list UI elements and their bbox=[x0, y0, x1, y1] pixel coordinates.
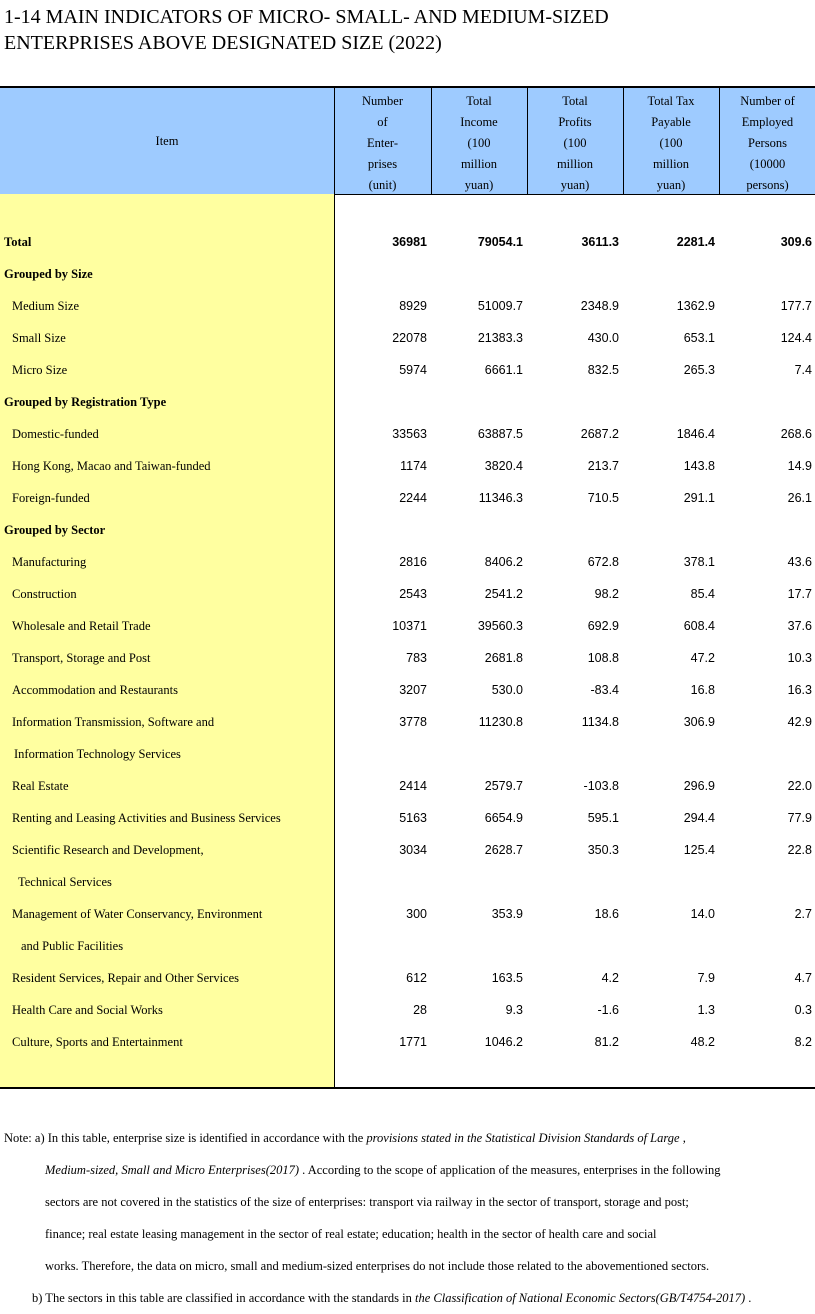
value-total-profits: 595.1 bbox=[587, 811, 619, 825]
value-employed-persons: 8.2 bbox=[794, 1035, 812, 1049]
value-employed-persons: 77.9 bbox=[787, 811, 812, 825]
value-enterprises: 1771 bbox=[399, 1035, 427, 1049]
value-employed-persons: 42.9 bbox=[787, 715, 812, 729]
value-employed-persons: 0.3 bbox=[794, 1003, 812, 1017]
row-label: Accommodation and Restaurants bbox=[12, 683, 178, 697]
header-line: million bbox=[652, 157, 690, 171]
value-total-profits: 108.8 bbox=[587, 651, 619, 665]
table-row bbox=[0, 738, 815, 770]
table-row bbox=[0, 418, 815, 450]
value-employed-persons: 26.1 bbox=[787, 491, 812, 505]
note-a-line-1 bbox=[4, 1130, 686, 1146]
table-row bbox=[0, 290, 815, 322]
note-a-line-4: finance; real estate leasing management in the sector of real estate; education; health in the sector of health care and social bbox=[45, 1227, 657, 1241]
row-label: Construction bbox=[12, 587, 77, 601]
value-total-income: 3820.4 bbox=[484, 459, 523, 473]
row-label: Management of Water Conservancy, Environment bbox=[12, 907, 263, 921]
value-employed-persons: 14.9 bbox=[787, 459, 812, 473]
table-row bbox=[0, 866, 815, 898]
column-separator bbox=[527, 88, 528, 194]
value-total-income: 8406.2 bbox=[484, 555, 523, 569]
note-a-line-2-rest: . According to the scope of application of the measures, enterprises in the following bbox=[299, 1163, 721, 1177]
table-row bbox=[0, 258, 815, 290]
table-row bbox=[0, 994, 815, 1026]
value-employed-persons: 309.6 bbox=[780, 235, 812, 249]
header-line: (100 bbox=[659, 136, 683, 150]
header-line: Employed bbox=[741, 115, 794, 129]
table-row bbox=[0, 386, 815, 418]
value-total-profits: 672.8 bbox=[587, 555, 619, 569]
value-enterprises: 36981 bbox=[392, 235, 427, 249]
table-bottom-rule bbox=[0, 1087, 815, 1089]
note-a-prefix: Note: a) In this table, enterprise size is identified in accordance with the bbox=[4, 1131, 367, 1145]
value-total-tax: 125.4 bbox=[683, 843, 715, 857]
value-enterprises: 3207 bbox=[399, 683, 427, 697]
table-row bbox=[0, 578, 815, 610]
value-total-income: 6661.1 bbox=[484, 363, 523, 377]
header-line: million bbox=[460, 157, 498, 171]
title-line-2: ENTERPRISES ABOVE DESIGNATED SIZE (2022) bbox=[4, 32, 442, 54]
row-label: Foreign-funded bbox=[12, 491, 90, 505]
value-total-tax: 14.0 bbox=[690, 907, 715, 921]
value-enterprises: 22078 bbox=[392, 331, 427, 345]
row-heading: Total bbox=[4, 235, 32, 249]
value-total-tax: 1362.9 bbox=[676, 299, 715, 313]
value-total-tax: 47.2 bbox=[690, 651, 715, 665]
page-title bbox=[4, 4, 804, 56]
value-employed-persons: 22.0 bbox=[787, 779, 812, 793]
value-total-profits: 18.6 bbox=[594, 907, 619, 921]
header-line: prises bbox=[367, 157, 398, 171]
column-separator bbox=[431, 88, 432, 194]
value-total-tax: 1846.4 bbox=[676, 427, 715, 441]
value-total-profits: 2348.9 bbox=[580, 299, 619, 313]
row-label: Micro Size bbox=[12, 363, 68, 377]
row-label: Manufacturing bbox=[12, 555, 87, 569]
row-label: Information Transmission, Software and bbox=[12, 715, 215, 729]
row-label: Culture, Sports and Entertainment bbox=[12, 1035, 183, 1049]
title-line-1: 1-14 MAIN INDICATORS OF MICRO- SMALL- AND MEDIUM-SIZED bbox=[4, 6, 609, 28]
table-row bbox=[0, 802, 815, 834]
value-employed-persons: 16.3 bbox=[787, 683, 812, 697]
header-line: Total bbox=[562, 94, 588, 108]
value-total-tax: 653.1 bbox=[683, 331, 715, 345]
row-heading: Grouped by Registration Type bbox=[4, 395, 167, 409]
table-row bbox=[0, 770, 815, 802]
header-total-tax bbox=[624, 88, 718, 194]
header-enterprises bbox=[335, 88, 430, 194]
header-line: persons) bbox=[746, 178, 789, 192]
value-employed-persons: 22.8 bbox=[787, 843, 812, 857]
note-a-italic-1: provisions stated in the Statistical Division Standards of Large , bbox=[366, 1131, 686, 1145]
value-total-income: 163.5 bbox=[491, 971, 523, 985]
row-label: Hong Kong, Macao and Taiwan-funded bbox=[12, 459, 211, 473]
table-row bbox=[0, 962, 815, 994]
value-enterprises: 783 bbox=[406, 651, 427, 665]
header-line: Persons bbox=[748, 136, 787, 150]
value-total-income: 353.9 bbox=[491, 907, 523, 921]
table-row bbox=[0, 642, 815, 674]
value-enterprises: 1174 bbox=[400, 459, 427, 473]
table-row bbox=[0, 514, 815, 546]
value-total-tax: 143.8 bbox=[683, 459, 715, 473]
value-total-income: 39560.3 bbox=[477, 619, 523, 633]
row-heading: Grouped by Size bbox=[4, 267, 93, 281]
note-b-suffix: . bbox=[745, 1291, 752, 1305]
header-line: Total Tax bbox=[647, 94, 695, 108]
value-total-profits: -103.8 bbox=[583, 779, 619, 793]
value-total-income: 6654.9 bbox=[484, 811, 523, 825]
value-total-tax: 306.9 bbox=[683, 715, 715, 729]
table-row bbox=[0, 930, 815, 962]
value-total-profits: 710.5 bbox=[587, 491, 619, 505]
value-total-income: 2541.2 bbox=[484, 587, 523, 601]
header-total-income bbox=[432, 88, 526, 194]
column-separator bbox=[334, 88, 335, 1087]
value-employed-persons: 7.4 bbox=[794, 363, 812, 377]
value-total-profits: 692.9 bbox=[587, 619, 619, 633]
value-enterprises: 8929 bbox=[399, 299, 427, 313]
header-line: Income bbox=[460, 115, 498, 129]
value-total-income: 51009.7 bbox=[477, 299, 523, 313]
value-total-tax: 85.4 bbox=[690, 587, 715, 601]
value-total-profits: -1.6 bbox=[597, 1003, 619, 1017]
value-employed-persons: 4.7 bbox=[794, 971, 812, 985]
value-enterprises: 300 bbox=[406, 907, 427, 921]
value-total-income: 21383.3 bbox=[477, 331, 523, 345]
header-line: yuan) bbox=[560, 178, 590, 192]
note-b-line bbox=[32, 1290, 751, 1306]
header-line: Profits bbox=[558, 115, 592, 129]
header-line: yuan) bbox=[464, 178, 494, 192]
value-total-tax: 378.1 bbox=[683, 555, 715, 569]
value-total-income: 530.0 bbox=[491, 683, 523, 697]
value-total-income: 11230.8 bbox=[478, 715, 523, 729]
header-line: (10000 bbox=[749, 157, 786, 171]
row-label: Scientific Research and Development, bbox=[12, 843, 204, 857]
value-employed-persons: 17.7 bbox=[787, 587, 812, 601]
header-line: Number bbox=[362, 94, 403, 108]
value-enterprises: 10371 bbox=[392, 619, 427, 633]
table-row bbox=[0, 354, 815, 386]
row-label: and Public Facilities bbox=[21, 939, 124, 953]
value-total-tax: 16.8 bbox=[690, 683, 715, 697]
row-label: Transport, Storage and Post bbox=[12, 651, 151, 665]
value-total-profits: 4.2 bbox=[601, 971, 619, 985]
header-line: (100 bbox=[467, 136, 491, 150]
value-employed-persons: 2.7 bbox=[794, 907, 812, 921]
header-line: Total bbox=[466, 94, 492, 108]
value-employed-persons: 124.4 bbox=[780, 331, 812, 345]
value-total-profits: 832.5 bbox=[587, 363, 619, 377]
note-a-line-2 bbox=[45, 1162, 720, 1178]
table-row bbox=[0, 834, 815, 866]
header-line: (100 bbox=[563, 136, 587, 150]
header-employed-persons bbox=[720, 88, 815, 194]
row-label: Information Technology Services bbox=[14, 747, 181, 761]
value-employed-persons: 43.6 bbox=[787, 555, 812, 569]
value-total-profits: 98.2 bbox=[594, 587, 619, 601]
header-line: (unit) bbox=[368, 178, 397, 192]
header-item: Item bbox=[155, 134, 179, 148]
column-separator bbox=[623, 88, 624, 194]
note-a-italic-2: Medium-sized, Small and Micro Enterprises(2017) bbox=[45, 1163, 300, 1177]
header-total-profits bbox=[528, 88, 622, 194]
value-total-tax: 7.9 bbox=[697, 971, 715, 985]
header-line: Payable bbox=[651, 115, 691, 129]
value-total-income: 2681.8 bbox=[484, 651, 523, 665]
value-enterprises: 2816 bbox=[399, 555, 427, 569]
row-label: Technical Services bbox=[18, 875, 112, 889]
row-label: Health Care and Social Works bbox=[12, 1003, 163, 1017]
row-label: Real Estate bbox=[12, 779, 69, 793]
header-line: Number of bbox=[740, 94, 795, 108]
value-total-income: 1046.2 bbox=[484, 1035, 523, 1049]
value-enterprises: 3034 bbox=[399, 843, 427, 857]
table-row bbox=[0, 482, 815, 514]
value-total-profits: 81.2 bbox=[594, 1035, 619, 1049]
value-total-profits: 1134.8 bbox=[581, 715, 619, 729]
value-enterprises: 28 bbox=[413, 1003, 427, 1017]
note-b-italic: the Classification of National Economic Sectors(GB/T4754-2017) bbox=[414, 1291, 746, 1305]
header-line: yuan) bbox=[656, 178, 686, 192]
value-employed-persons: 177.7 bbox=[780, 299, 812, 313]
value-enterprises: 2244 bbox=[399, 491, 427, 505]
header-line: million bbox=[556, 157, 594, 171]
value-enterprises: 2414 bbox=[399, 779, 427, 793]
note-a-line-3: sectors are not covered in the statistics of the size of enterprises: transport via railway in the sector of transport, storage and post; bbox=[45, 1195, 689, 1209]
value-enterprises: 5974 bbox=[399, 363, 427, 377]
value-enterprises: 612 bbox=[406, 971, 427, 985]
value-total-profits: 350.3 bbox=[587, 843, 619, 857]
table-row bbox=[0, 450, 815, 482]
column-separator bbox=[719, 88, 720, 194]
table-row bbox=[0, 322, 815, 354]
value-total-tax: 608.4 bbox=[683, 619, 715, 633]
value-total-tax: 2281.4 bbox=[676, 235, 715, 249]
table-row bbox=[0, 674, 815, 706]
value-enterprises: 5163 bbox=[399, 811, 427, 825]
value-total-tax: 1.3 bbox=[697, 1003, 715, 1017]
value-total-tax: 296.9 bbox=[683, 779, 715, 793]
row-label: Wholesale and Retail Trade bbox=[12, 619, 151, 633]
table-row bbox=[0, 546, 815, 578]
value-enterprises: 33563 bbox=[392, 427, 427, 441]
table-row bbox=[0, 706, 815, 738]
value-total-profits: 2687.2 bbox=[580, 427, 619, 441]
value-total-income: 9.3 bbox=[505, 1003, 523, 1017]
value-total-tax: 294.4 bbox=[683, 811, 715, 825]
row-label: Resident Services, Repair and Other Services bbox=[12, 971, 240, 985]
value-total-income: 2628.7 bbox=[484, 843, 523, 857]
value-total-profits: 430.0 bbox=[587, 331, 619, 345]
value-total-income: 11346.3 bbox=[478, 491, 523, 505]
row-label: Domestic-funded bbox=[12, 427, 99, 441]
table-row bbox=[0, 898, 815, 930]
value-total-income: 79054.1 bbox=[477, 235, 523, 249]
value-total-income: 2579.7 bbox=[484, 779, 523, 793]
value-total-tax: 291.1 bbox=[683, 491, 715, 505]
table-header bbox=[0, 88, 815, 194]
row-label: Small Size bbox=[12, 331, 66, 345]
value-employed-persons: 37.6 bbox=[787, 619, 812, 633]
value-total-profits: 3611.3 bbox=[581, 235, 619, 249]
note-b-prefix: b) The sectors in this table are classified in accordance with the standards in bbox=[32, 1291, 415, 1305]
value-total-tax: 265.3 bbox=[683, 363, 715, 377]
row-heading: Grouped by Sector bbox=[4, 523, 106, 537]
value-enterprises: 2543 bbox=[399, 587, 427, 601]
row-label: Medium Size bbox=[12, 299, 80, 313]
value-employed-persons: 268.6 bbox=[780, 427, 812, 441]
value-employed-persons: 10.3 bbox=[787, 651, 812, 665]
table-row bbox=[0, 1026, 815, 1058]
table-row bbox=[0, 226, 815, 258]
value-total-tax: 48.2 bbox=[690, 1035, 715, 1049]
note-a-line-5: works. Therefore, the data on micro, small and medium-sized enterprises do not include those related to the abovementioned sectors. bbox=[45, 1259, 710, 1273]
value-total-income: 63887.5 bbox=[477, 427, 523, 441]
value-enterprises: 3778 bbox=[399, 715, 427, 729]
value-total-profits: -83.4 bbox=[590, 683, 619, 697]
value-total-profits: 213.7 bbox=[587, 459, 619, 473]
table-row bbox=[0, 610, 815, 642]
header-line: Enter- bbox=[367, 136, 398, 150]
header-line: of bbox=[377, 115, 388, 129]
row-label: Renting and Leasing Activities and Business Services bbox=[12, 811, 281, 825]
